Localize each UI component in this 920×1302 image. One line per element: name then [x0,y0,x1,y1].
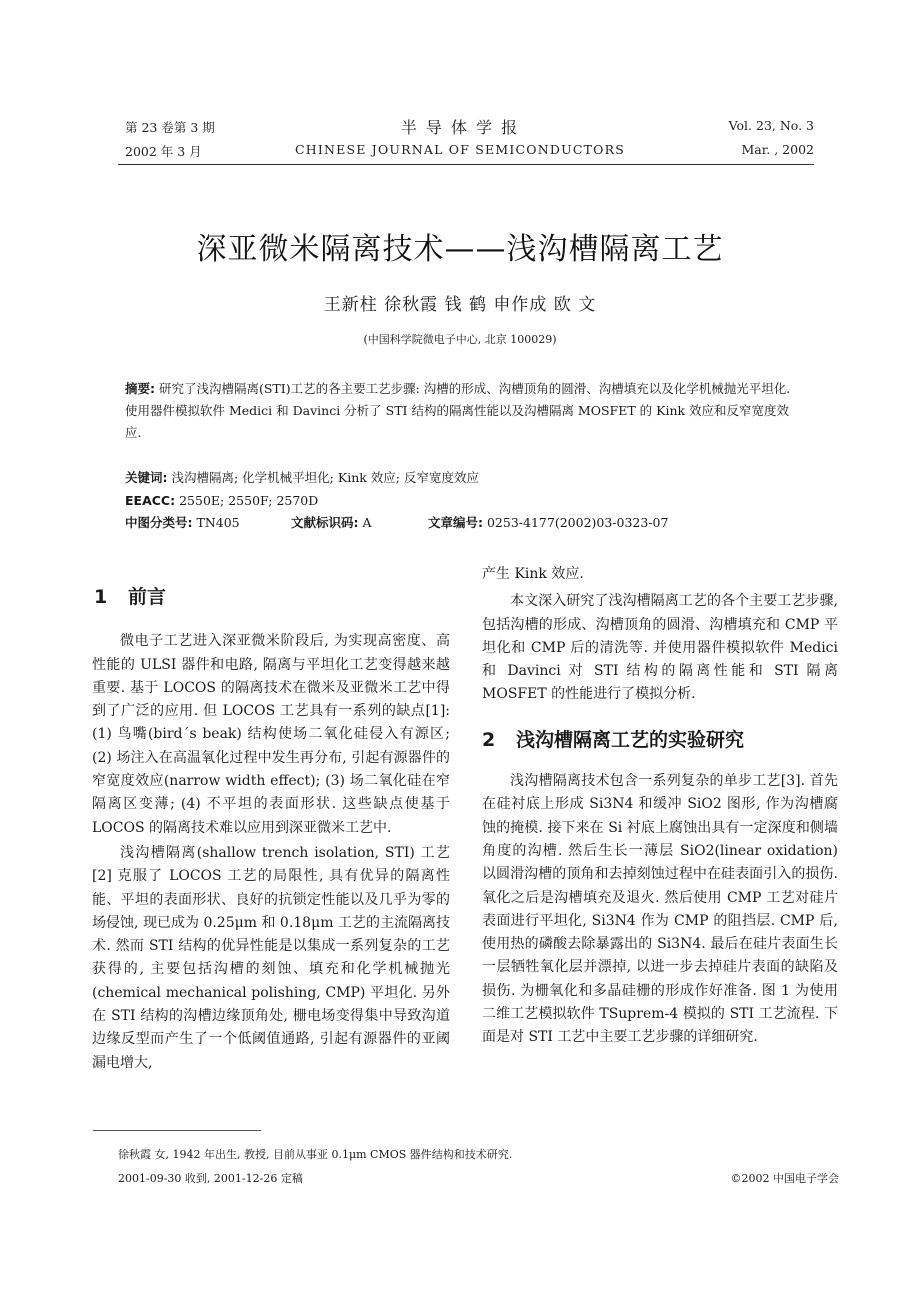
eeacc [125,491,318,510]
section-2-heading [482,729,838,752]
clc-code [125,513,240,532]
section-1-title: 前言 [128,586,167,608]
doc-label: 文献标识码: [291,515,359,530]
abstract-label: 摘要: [125,381,155,396]
journal-volume: Vol. 23, No. 3 [728,118,814,133]
abstract [125,378,795,444]
eeacc-text: 2550E; 2550F; 2570D [179,493,319,508]
journal-date-en: Mar. , 2002 [741,142,814,157]
paper-affiliation: (中国科学院微电子中心, 北京 100029) [363,333,557,346]
journal-date: 2002 年 3 月 [125,144,202,159]
right-column [482,563,838,1050]
clc-value: TN405 [196,515,240,530]
section-1-heading [94,586,450,609]
journal-name-en: CHINESE JOURNAL OF SEMICONDUCTORS [295,142,625,157]
left-column [92,586,450,1075]
keywords [125,468,479,487]
article-number [428,513,668,532]
intro-continuation: 产生 Kink 效应. [482,566,584,582]
paper-authors: 王新柱 徐秋霞 钱 鹤 申作成 欧 文 [323,295,597,315]
journal-name-cn: 半 导 体 学 报 [400,118,520,137]
section-2-title: 浅沟槽隔离工艺的实验研究 [516,728,745,751]
footnote-copyright: ©2002 中国电子学会 [730,1172,839,1185]
header-rule [118,164,814,165]
clc-label: 中图分类号: [125,515,193,530]
section-2-number: 2 [482,728,496,751]
abstract-text: 研究了浅沟槽隔离(STI)工艺的各主要工艺步骤: 沟槽的形成、沟槽顶角的圆滑、沟槽填充以及化学机械抛光平坦化. 使用器件模拟软件 Medici 和 Davinci 分析了 STI 结构的隔离性能以及沟槽隔离 MOSFET 的 Kink 效应和反窄宽度效应. [125,381,791,440]
keywords-label: 关键词: [125,470,168,485]
footnote-author: 徐秋霞 女, 1942 年出生, 教授, 目前从事亚 0.1μm CMOS 器件结构和技术研究. [118,1148,513,1161]
doc-code [291,513,372,532]
article-label: 文章编号: [428,515,483,530]
footnote-dates: 2001-09-30 收到, 2001-12-26 定稿 [118,1172,303,1185]
eeacc-label: EEACC: [125,493,176,508]
paper-title: 深亚微米隔离技术——浅沟槽隔离工艺 [196,232,724,267]
section-2-paragraph: 浅沟槽隔离技术包含一系列复杂的单步工艺[3]. 首先在硅衬底上形成 Si3N4 和缓冲 SiO2 图形, 作为沟槽腐蚀的掩模. 接下来在 Si 衬底上腐蚀出具有一定深度和侧墙角度的沟槽. 然后生长一薄层 SiO2(linear oxidation) 以圆滑沟槽的顶角和去掉刻蚀过程中在硅表面引入的损伤. 氧化之后是沟槽填充及退火. 然后使用 CMP 工艺对硅片表面进行平坦化, Si3N4 作为 CMP 的阻挡层. CMP 后, 使用热的磷酸去除暴露出的 Si3N4. 最后在硅片表面生长一层牺牲氧化层并漂掉, 以进一步去掉硅片表面的缺陷及损伤. 为栅氧化和多晶硅栅的形成作好准备. 图 1 为使用二维工艺模拟软件 TSuprem-4 模拟的 STI 工艺流程. 下面是对 STI 工艺中主要工艺步骤的详细研究. [482,773,838,1046]
intro-paragraph-1: 微电子工艺进入深亚微米阶段后, 为实现高密度、高性能的 ULSI 器件和电路, 隔离与平坦化工艺变得越来越重要. 基于 LOCOS 的隔离技术在微米及亚微米工艺中得到了广泛的应用. 但 LOCOS 工艺具有一系列的缺点[1]: (1) 鸟嘴(bird´s beak) 结构使场二氧化硅侵入有源区; (2) 场注入在高温氧化过程中发生再分布, 引起有源器件的窄宽度效应(narrow width effect); (3) 场二氧化硅在窄隔离区变薄; (4) 不平坦的表面形状. 这些缺点使基于 LOCOS 的隔离技术难以应用到深亚微米工艺中. [92,633,450,836]
footnote-rule [93,1130,261,1131]
keywords-text: 浅沟槽隔离; 化学机械平坦化; Kink 效应; 反窄宽度效应 [171,470,479,485]
section-1-number: 1 [94,586,108,608]
intro-paragraph-3: 本文深入研究了浅沟槽隔离工艺的各个主要工艺步骤, 包括沟槽的形成、沟槽顶角的圆滑、沟槽填充和 CMP 平坦化和 CMP 后的清洗等. 并使用器件模拟软件 Medici 和 Davinci 对 STI 结构的隔离性能和 STI 隔离 MOSFET 的性能进行了模拟分析. [482,593,838,703]
journal-issue: 第 23 卷第 3 期 [125,120,215,135]
intro-paragraph-2: 浅沟槽隔离(shallow trench isolation, STI) 工艺[2] 克服了 LOCOS 工艺的局限性, 具有优异的隔离性能、平坦的表面形状、良好的抗锁定性能以及几乎为零的场侵蚀, 现已成为 0.25μm 和 0.18μm 工艺的主流隔离技术. 然而 STI 结构的优异性能是以集成一系列复杂的工艺获得的, 主要包括沟槽的刻蚀、填充和化学机械抛光(chemical mechanical polishing, CMP) 平坦化. 另外在 STI 结构的沟槽边缘顶角处, 栅电场变得集中导致沟道边缘反型而产生了一个低阈值通路, 引起有源器件的亚阈漏电增大, [92,844,450,1071]
article-value: 0253-4177(2002)03-0323-07 [486,515,669,530]
doc-value: A [362,515,372,530]
